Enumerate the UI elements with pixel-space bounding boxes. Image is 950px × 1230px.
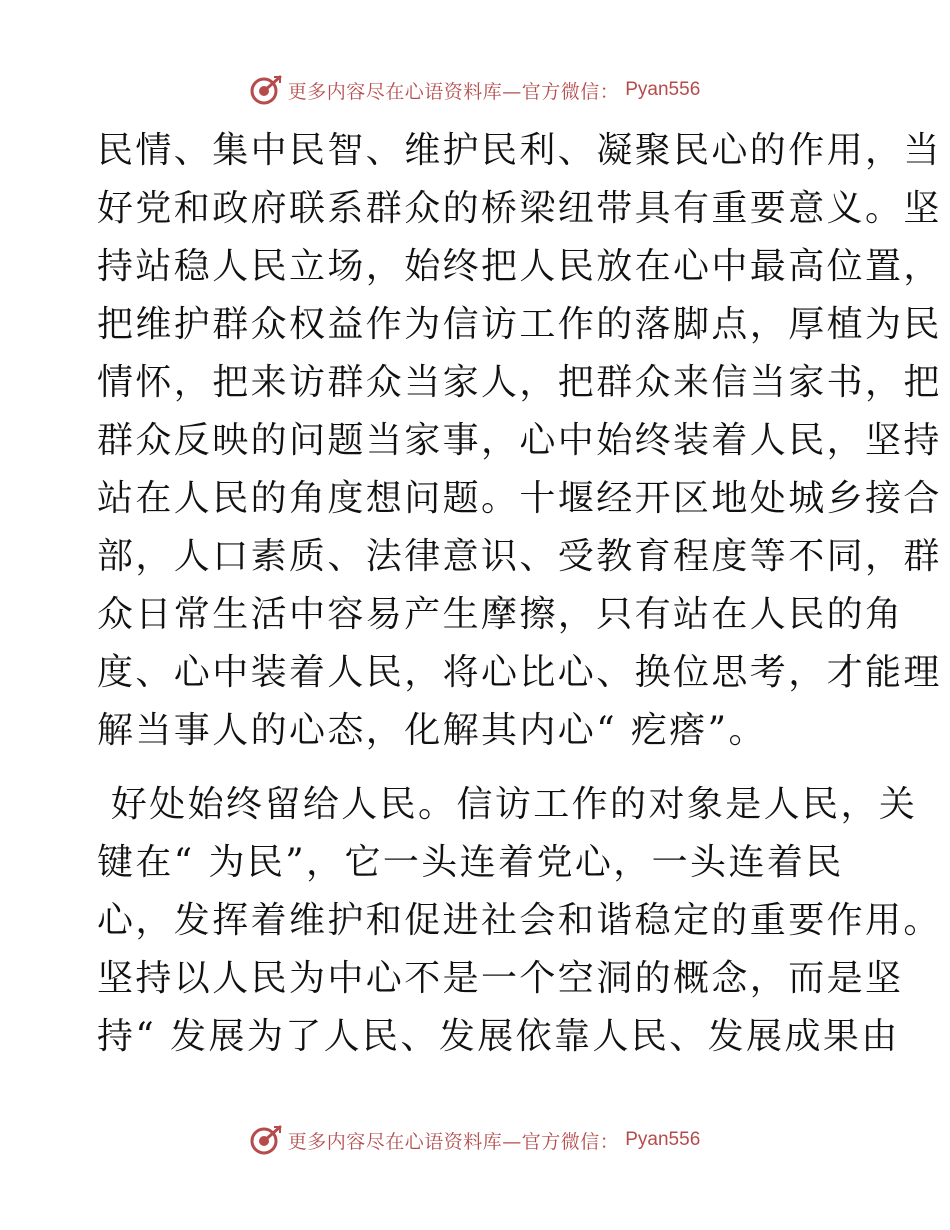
text-line: 持站稳人民立场，始终把人民放在心中最高位置，: [97, 246, 942, 287]
text-line: 把维护群众权益作为信访工作的落脚点，厚植为民: [97, 304, 942, 345]
text-line: 键在“ 为民”，它一头连着党心，一头连着民: [97, 842, 844, 883]
footer-brand-text: 更多内容尽在心语资料库—官方微信：: [287, 1130, 620, 1153]
text-line: 站在人民的角度想问题。十堰经开区地处城乡接合: [97, 478, 942, 519]
text-line: 坚持以人民为中心不是一个空洞的概念，而是坚: [97, 958, 904, 999]
text-line: 持“ 发展为了人民、发展依靠人民、发展成果由: [97, 1016, 900, 1057]
paragraph-1: [97, 122, 942, 760]
text-line: 部，人口素质、法律意识、受教育程度等不同，群: [97, 536, 942, 577]
text-line: 心，发挥着维护和促进社会和谐稳定的重要作用。: [97, 900, 942, 941]
text-line: 众日常生活中容易产生摩擦，只有站在人民的角: [97, 594, 904, 635]
brand-logo-icon: [250, 1124, 282, 1156]
document-body: [97, 122, 942, 1066]
header-brand-text: 更多内容尽在心语资料库—官方微信：: [287, 80, 620, 103]
header-wechat-id: Pyan556: [625, 79, 701, 100]
text-line: 好党和政府联系群众的桥梁纽带具有重要意义。坚: [97, 188, 942, 229]
brand-logo-icon: [250, 74, 282, 106]
text-line: 情怀，把来访群众当家人，把群众来信当家书，把: [97, 362, 942, 403]
text-line: 度、心中装着人民，将心比心、换位思考，才能理: [97, 652, 942, 693]
text-line: 解当事人的心态，化解其内心“ 疙瘩”。: [97, 710, 767, 751]
text-line: 群众反映的问题当家事，心中始终装着人民，坚持: [97, 420, 942, 461]
footer-wechat-id: Pyan556: [625, 1129, 701, 1150]
text-line: 民情、集中民智、维护民利、凝聚民心的作用，当: [97, 130, 942, 171]
paragraph-2: [97, 776, 942, 1066]
page-header-watermark: [0, 70, 950, 110]
text-line: 好处始终留给人民。信访工作的对象是人民，关: [97, 784, 918, 825]
page-footer-watermark: [0, 1120, 950, 1160]
